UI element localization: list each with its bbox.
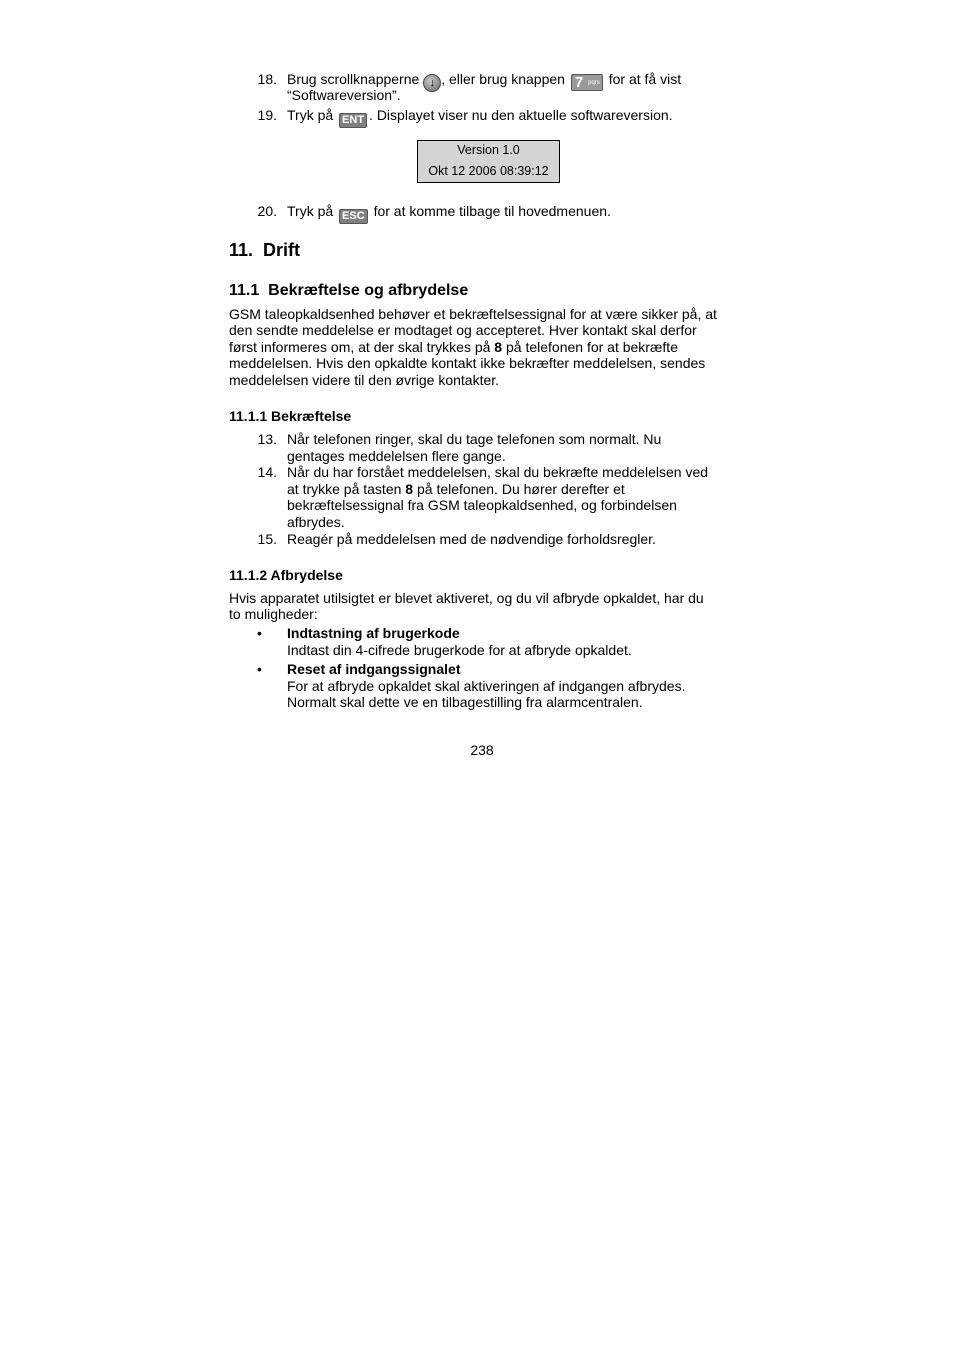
subsubsection-heading-afbrydelse: 11.1.2 Afbrydelse bbox=[229, 567, 343, 583]
bullet-text: For at afbryde opkaldet skal aktiveringen af indgangen afbrydes. bbox=[287, 678, 686, 694]
scroll-down-key-icon: ↓ bbox=[423, 74, 441, 92]
subsection-heading: 11.1 Bekræftelse og afbrydelse bbox=[229, 282, 469, 299]
bullet-text: Normalt skal dette ve en tilbagestilling fra alarmcentralen. bbox=[287, 694, 643, 710]
display-line-1: Version 1.0 bbox=[457, 143, 520, 157]
display-line-2: Okt 12 2006 08:39:12 bbox=[428, 164, 549, 178]
step-text: Når du har forstået meddelelsen, skal du bekræfte meddelelsen ved bbox=[287, 464, 709, 480]
step-number: 14. bbox=[257, 464, 277, 480]
intro-line: den sendte meddelelse er modtaget og accepteret. Hver kontakt skal derfor bbox=[229, 322, 697, 338]
lcd-display bbox=[417, 140, 560, 183]
step-text: for at komme tilbage til hovedmenuen. bbox=[373, 203, 611, 219]
paragraph-line: Hvis apparatet utilsigtet er blevet aktiveret, og du vil afbryde opkaldet, har du bbox=[229, 590, 704, 606]
step-text: Tryk på bbox=[287, 203, 334, 219]
page-number: 238 bbox=[470, 742, 494, 758]
key-7-digit: 7 bbox=[574, 74, 584, 91]
bullet-title: Reset af indgangssignalet bbox=[287, 661, 461, 677]
step-number: 20. bbox=[257, 203, 277, 219]
subsubsection-heading-bekraeftelse: 11.1.1 Bekræftelse bbox=[229, 408, 352, 424]
step-text: , eller brug knappen bbox=[441, 71, 565, 87]
step-number: 18. bbox=[257, 71, 277, 87]
step-number: 15. bbox=[257, 531, 277, 547]
step-text: Reagér på meddelelsen med de nødvendige forholdsregler. bbox=[287, 531, 656, 547]
step-text: for at få vist bbox=[608, 71, 682, 87]
step-20-line bbox=[287, 203, 611, 224]
esc-key-icon: ESC bbox=[339, 209, 368, 224]
ent-key-icon: ENT bbox=[339, 113, 367, 128]
step-19-line bbox=[287, 107, 673, 128]
step-text: “Softwareversion”. bbox=[287, 87, 401, 103]
intro-line: GSM taleopkaldsenhed behøver et bekræftelsessignal for at være sikker på, at bbox=[229, 306, 717, 322]
bullet-title: Indtastning af brugerkode bbox=[287, 625, 460, 641]
step-text: at trykke på tasten bbox=[287, 481, 406, 497]
intro-line: meddelelsen. Hvis den opkaldte kontakt ikke bekræfter meddelelsen, sendes bbox=[229, 355, 706, 371]
bullet-symbol: • bbox=[257, 625, 262, 641]
step-text: Når telefonen ringer, skal du tage telefonen som normalt. Nu bbox=[287, 431, 662, 447]
step-key-8: 8 bbox=[405, 481, 414, 497]
step-number: 19. bbox=[257, 107, 277, 123]
step-text: . Displayet viser nu den aktuelle softwareversion. bbox=[369, 107, 673, 123]
step-number: 13. bbox=[257, 431, 277, 447]
section-heading: 11. Drift bbox=[229, 240, 301, 260]
bullet-symbol: • bbox=[257, 661, 262, 677]
step-text: afbrydes. bbox=[287, 514, 345, 530]
step-text: Tryk på bbox=[287, 107, 334, 123]
intro-line: meddelelsen videre til den øvrige kontakter. bbox=[229, 372, 500, 388]
step-line bbox=[287, 481, 625, 498]
key-7-icon bbox=[571, 74, 603, 91]
paragraph-line: to muligheder: bbox=[229, 606, 318, 622]
step-text: Brug scrollknapperne bbox=[287, 71, 420, 87]
intro-key-8: 8 bbox=[494, 339, 503, 355]
intro-text: først informeres om, at der skal trykkes på bbox=[229, 339, 495, 355]
intro-line bbox=[229, 339, 678, 356]
step-text: på telefonen. Du hører derefter et bbox=[413, 481, 625, 497]
step-text: bekræftelsessignal fra GSM taleopkaldsenhed, og forbindelsen bbox=[287, 497, 677, 513]
step-text: gentages meddelelsen flere gange. bbox=[287, 448, 506, 464]
key-7-letters: pqrs bbox=[588, 80, 600, 86]
intro-text: på telefonen for at bekræfte bbox=[502, 339, 678, 355]
bullet-text: Indtast din 4-cifrede brugerkode for at afbryde opkaldet. bbox=[287, 642, 632, 658]
